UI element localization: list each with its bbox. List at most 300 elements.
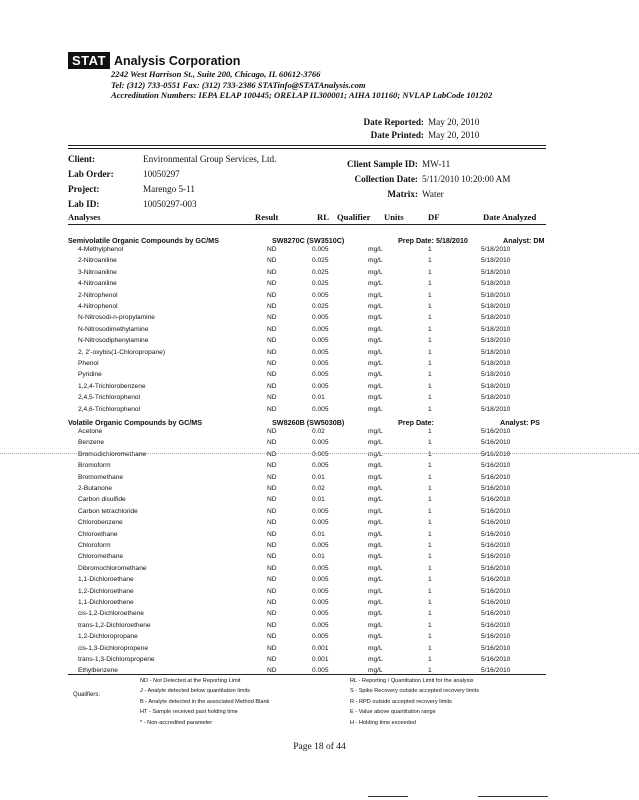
cell-unit: mg/L: [368, 576, 383, 584]
cell-df: 1: [428, 303, 432, 310]
legend-item: J - Analyte detected below quantitation limits: [140, 688, 251, 695]
cell-df: 1: [428, 507, 432, 515]
cell-date: 5/16/2010: [481, 507, 511, 515]
cell-rl: 0.01: [312, 473, 325, 481]
cell-rl: 0.001: [312, 644, 329, 652]
cell-unit: mg/L: [368, 587, 383, 595]
cell-df: 1: [428, 348, 432, 356]
cell-rl: 0.005: [312, 587, 329, 595]
cell-result: ND: [267, 656, 277, 663]
cell-df: 1: [428, 633, 432, 641]
cell-unit: mg/L: [368, 280, 383, 288]
table-row: [68, 360, 548, 372]
cell-unit: mg/L: [368, 303, 383, 310]
cell-result: ND: [267, 257, 277, 265]
cell-df: 1: [428, 564, 432, 572]
cell-rl: 0.01: [312, 553, 325, 561]
cell-result: ND: [267, 519, 277, 527]
cell-date: 5/16/2010: [481, 633, 511, 641]
cell-df: 1: [428, 599, 432, 606]
cell-name: 2,4,6-Trichlorophenol: [78, 405, 141, 413]
cell-rl: 0.025: [312, 280, 329, 288]
cell-result: ND: [267, 644, 277, 652]
section-analyst: Analyst: DM: [503, 236, 545, 245]
client-value: Environmental Group Services, Ltd.: [143, 154, 277, 164]
cell-result: ND: [267, 542, 277, 549]
cell-date: 5/18/2010: [481, 337, 511, 345]
date-reported: May 20, 2010: [428, 117, 480, 127]
cell-date: 5/18/2010: [481, 303, 511, 310]
cell-date: 5/16/2010: [481, 496, 511, 504]
cell-rl: 0.005: [312, 519, 329, 527]
cell-name: trans-1,3-Dichloropropene: [78, 656, 155, 663]
cell-name: Carbon disulfide: [78, 496, 126, 504]
cell-name: trans-1,2-Dichloroethene: [78, 621, 151, 629]
cell-unit: mg/L: [368, 314, 383, 322]
cell-name: 1,2-Dichloroethane: [78, 587, 134, 595]
table-row: [68, 508, 548, 520]
section-method: SW8270C (SW3510C): [272, 236, 345, 245]
cell-unit: mg/L: [368, 405, 383, 413]
cell-date: 5/16/2010: [481, 587, 511, 595]
cell-rl: 0.005: [312, 337, 329, 345]
cell-name: 1,1-Dichloroethene: [78, 599, 134, 606]
cell-rl: 0.005: [312, 360, 329, 367]
cell-result: ND: [267, 462, 277, 470]
table-row: [68, 474, 548, 486]
scan-mark: [478, 796, 548, 797]
sample-info-right: [246, 157, 510, 202]
cell-rl: 0.005: [312, 507, 329, 515]
cell-df: 1: [428, 360, 432, 367]
project-value: Marengo 5-11: [143, 184, 195, 194]
cell-name: Bromodichloromethane: [78, 450, 147, 458]
cell-df: 1: [428, 337, 432, 345]
legend-item: R - RPD outside accepted recovery limits: [350, 698, 452, 705]
cell-result: ND: [267, 576, 277, 584]
cell-rl: 0.025: [312, 268, 329, 276]
company-contact: Tel: (312) 733-0551 Fax: (312) 733-2386 STATinfo@STATAnalysis.com: [111, 79, 366, 90]
cell-date: 5/18/2010: [481, 268, 511, 276]
cell-name: Chlorobenzene: [78, 519, 123, 527]
client-sample-value: MW-11: [422, 159, 451, 169]
cell-unit: mg/L: [368, 360, 383, 367]
cell-result: ND: [267, 405, 277, 413]
cell-name: Bromoform: [78, 462, 111, 470]
table-row: [68, 326, 548, 338]
cell-result: ND: [267, 371, 277, 379]
cell-rl: 0.005: [312, 667, 329, 675]
cell-name: 2-Nitroaniline: [78, 257, 117, 265]
legend-item: ND - Not Detected at the Reporting Limit: [140, 678, 241, 684]
cell-name: Pyridine: [78, 371, 102, 379]
col-units: Units: [384, 212, 404, 222]
cell-rl: 0.005: [312, 382, 329, 390]
table-row: [68, 610, 548, 622]
divider: [68, 145, 546, 146]
cell-rl: 0.005: [312, 633, 329, 641]
table-row: [68, 531, 548, 543]
table-row: [68, 292, 548, 304]
cell-name: Chloroethane: [78, 530, 118, 538]
cell-rl: 0.01: [312, 394, 325, 402]
cell-rl: 0.005: [312, 621, 329, 629]
page-number: Page 18 of 44: [293, 742, 346, 752]
cell-df: 1: [428, 405, 432, 413]
cell-result: ND: [267, 610, 277, 618]
cell-rl: 0.005: [312, 462, 329, 470]
table-row: [68, 383, 548, 395]
cell-name: 1,2,4-Trichlorobenzene: [78, 382, 146, 390]
cell-result: ND: [267, 633, 277, 641]
cell-df: 1: [428, 462, 432, 470]
cell-df: 1: [428, 257, 432, 265]
cell-unit: mg/L: [368, 268, 383, 276]
cell-date: 5/16/2010: [481, 576, 511, 584]
lab-id-label: Lab ID:: [68, 199, 100, 209]
cell-df: 1: [428, 621, 432, 629]
cell-result: ND: [267, 280, 277, 288]
cell-name: Bromomethane: [78, 473, 124, 481]
cell-unit: mg/L: [368, 450, 383, 458]
cell-df: 1: [428, 246, 432, 253]
company-address: 2242 West Harrison St., Suite 200, Chicago, IL 60612-3766: [111, 69, 321, 79]
cell-df: 1: [428, 519, 432, 527]
cell-result: ND: [267, 530, 277, 538]
cell-df: 1: [428, 280, 432, 288]
table-row: [68, 428, 548, 440]
cell-df: 1: [428, 485, 432, 492]
cell-result: ND: [267, 485, 277, 492]
report-dates: [351, 116, 479, 142]
table-row: [68, 599, 548, 611]
cell-result: ND: [267, 667, 277, 675]
divider: [68, 224, 546, 225]
cell-unit: mg/L: [368, 553, 383, 561]
table-row: [68, 246, 548, 258]
date-printed: May 20, 2010: [428, 130, 480, 140]
legend-item: B - Analyte detected in the associated Method Blank: [140, 698, 270, 705]
cell-name: Dibromochloromethane: [78, 564, 147, 572]
cell-name: 4-Methylphenol: [78, 246, 124, 253]
section-method: SW8260B (SW5030B): [272, 418, 345, 427]
cell-date: 5/18/2010: [481, 291, 511, 299]
cell-rl: 0.005: [312, 610, 329, 618]
cell-df: 1: [428, 382, 432, 390]
cell-df: 1: [428, 667, 432, 675]
cell-date: 5/18/2010: [481, 360, 511, 367]
table-row: [68, 406, 548, 418]
cell-df: 1: [428, 587, 432, 595]
cell-name: 4-Nitrophenol: [78, 303, 118, 310]
cell-date: 5/16/2010: [481, 599, 511, 606]
cell-date: 5/16/2010: [481, 542, 511, 549]
cell-unit: mg/L: [368, 496, 383, 504]
table-row: [68, 371, 548, 383]
cell-unit: mg/L: [368, 610, 383, 618]
cell-result: ND: [267, 382, 277, 390]
cell-rl: 0.005: [312, 291, 329, 299]
cell-rl: 0.02: [312, 428, 325, 435]
cell-result: ND: [267, 337, 277, 345]
col-result: Result: [255, 212, 279, 222]
cell-rl: 0.005: [312, 325, 329, 333]
cell-name: N-Nitrosodiphenylamine: [78, 337, 149, 345]
table-row: [68, 622, 548, 634]
col-qualifier: Qualifier: [337, 212, 371, 222]
cell-date: 5/16/2010: [481, 519, 511, 527]
qualifiers-label: Qualifiers:: [73, 692, 101, 698]
cell-unit: mg/L: [368, 519, 383, 527]
table-row: [68, 553, 548, 565]
cell-unit: mg/L: [368, 382, 383, 390]
cell-unit: mg/L: [368, 644, 383, 652]
cell-unit: mg/L: [368, 257, 383, 265]
cell-result: ND: [267, 394, 277, 402]
cell-date: 5/16/2010: [481, 485, 511, 492]
cell-df: 1: [428, 473, 432, 481]
cell-result: ND: [267, 428, 277, 435]
cell-unit: mg/L: [368, 337, 383, 345]
client-label: Client:: [68, 154, 96, 164]
cell-unit: mg/L: [368, 485, 383, 492]
table-row: [68, 576, 548, 588]
cell-rl: 0.005: [312, 564, 329, 572]
cell-date: 5/16/2010: [481, 621, 511, 629]
cell-rl: 0.005: [312, 405, 329, 413]
cell-result: ND: [267, 314, 277, 322]
table-row: [68, 633, 548, 645]
legend-right: [350, 676, 570, 728]
cell-date: 5/16/2010: [481, 564, 511, 572]
cell-name: 2-Butanone: [78, 485, 113, 492]
section-prep-date: Prep Date:: [398, 418, 434, 427]
table-row: [68, 349, 548, 361]
cell-name: Carbon tetrachloride: [78, 507, 138, 515]
cell-unit: mg/L: [368, 348, 383, 356]
cell-name: 3-Nitroaniline: [78, 268, 117, 276]
company-logo: STAT: [68, 52, 110, 69]
table-row: [68, 280, 548, 292]
cell-df: 1: [428, 576, 432, 584]
cell-rl: 0.025: [312, 303, 329, 310]
legend-item: H - Holding time exceeded: [350, 719, 416, 726]
project-label: Project:: [68, 184, 100, 194]
matrix-label: Matrix:: [387, 189, 418, 199]
cell-name: Phenol: [78, 360, 99, 367]
cell-result: ND: [267, 268, 277, 276]
legend-item: * - Non-accredited parameter: [140, 719, 213, 726]
table-row: [68, 645, 548, 657]
legend-item: E - Value above quantitation range: [350, 709, 436, 716]
cell-unit: mg/L: [368, 542, 383, 549]
cell-result: ND: [267, 587, 277, 595]
cell-unit: mg/L: [368, 633, 383, 641]
cell-unit: mg/L: [368, 325, 383, 333]
cell-rl: 0.01: [312, 496, 325, 504]
cell-df: 1: [428, 394, 432, 402]
col-analyses: Analyses: [68, 212, 101, 222]
company-name: Analysis Corporation: [114, 53, 241, 68]
cell-df: 1: [428, 428, 432, 435]
section-prep-date: Prep Date: 5/18/2010: [398, 236, 468, 245]
cell-date: 5/16/2010: [481, 439, 511, 447]
cell-date: 5/16/2010: [481, 644, 511, 652]
cell-df: 1: [428, 644, 432, 652]
cell-df: 1: [428, 439, 432, 447]
cell-date: 5/18/2010: [481, 314, 511, 322]
cell-unit: mg/L: [368, 371, 383, 379]
cell-result: ND: [267, 291, 277, 299]
table-row: [68, 588, 548, 600]
cell-result: ND: [267, 496, 277, 504]
cell-name: 1,1-Dichloroethane: [78, 576, 134, 584]
cell-result: ND: [267, 599, 277, 606]
cell-name: Benzene: [78, 439, 105, 447]
table-row: [68, 496, 548, 508]
cell-result: ND: [267, 564, 277, 572]
cell-date: 5/18/2010: [481, 394, 511, 402]
cell-rl: 0.005: [312, 246, 329, 253]
cell-name: cis-1,2-Dichloroethene: [78, 610, 144, 618]
cell-result: ND: [267, 553, 277, 561]
cell-date: 5/16/2010: [481, 428, 511, 435]
cell-df: 1: [428, 314, 432, 322]
cell-df: 1: [428, 291, 432, 299]
scan-mark: [368, 796, 408, 797]
cell-rl: 0.005: [312, 348, 329, 356]
cell-df: 1: [428, 542, 432, 549]
legend-item: RL - Reporting / Quantitation Limit for the analysis: [350, 678, 474, 684]
cell-df: 1: [428, 496, 432, 504]
cell-rl: 0.005: [312, 542, 329, 549]
cell-date: 5/16/2010: [481, 530, 511, 538]
cell-rl: 0.01: [312, 530, 325, 538]
cell-unit: mg/L: [368, 462, 383, 470]
cell-date: 5/16/2010: [481, 473, 511, 481]
cell-unit: mg/L: [368, 507, 383, 515]
scan-artifact-line: [0, 453, 639, 454]
date-reported-label: Date Reported:: [363, 117, 424, 127]
cell-date: 5/18/2010: [481, 257, 511, 265]
table-row: [68, 337, 548, 349]
cell-df: 1: [428, 450, 432, 458]
legend-item: S - Spike Recovery outside accepted recovery limits: [350, 688, 480, 695]
cell-name: 2,4,5-Trichlorophenol: [78, 394, 141, 402]
cell-result: ND: [267, 473, 277, 481]
cell-name: 1,2-Dichloropropane: [78, 633, 138, 641]
cell-date: 5/16/2010: [481, 656, 511, 663]
lab-order-value: 10050297: [143, 169, 180, 179]
cell-rl: 0.02: [312, 485, 325, 492]
section-analyst: Analyst: PS: [500, 418, 540, 427]
cell-name: Chloroform: [78, 542, 111, 549]
table-row: [68, 542, 548, 554]
cell-rl: 0.025: [312, 257, 329, 265]
cell-unit: mg/L: [368, 564, 383, 572]
cell-unit: mg/L: [368, 621, 383, 629]
cell-name: 2, 2'-oxybis(1-Chloropropane): [78, 348, 166, 356]
cell-unit: mg/L: [368, 656, 383, 663]
divider: [68, 674, 546, 675]
cell-result: ND: [267, 360, 277, 367]
cell-result: ND: [267, 325, 277, 333]
cell-df: 1: [428, 530, 432, 538]
cell-name: Acetone: [78, 428, 103, 435]
col-date-analyzed: Date Analyzed: [483, 212, 537, 222]
date-printed-label: Date Printed:: [370, 130, 424, 140]
cell-result: ND: [267, 348, 277, 356]
cell-date: 5/18/2010: [481, 280, 511, 288]
cell-name: 4-Nitroaniline: [78, 280, 117, 288]
cell-result: ND: [267, 439, 277, 447]
matrix-value: Water: [422, 189, 444, 199]
section-title: Semivolatile Organic Compounds by GC/MS: [68, 236, 219, 245]
cell-unit: mg/L: [368, 394, 383, 402]
cell-date: 5/18/2010: [481, 325, 511, 333]
table-row: [68, 462, 548, 474]
table-row: [68, 439, 548, 451]
client-sample-label: Client Sample ID:: [347, 159, 418, 169]
cell-unit: mg/L: [368, 473, 383, 481]
legend-item: HT - Sample received past holding time: [140, 709, 238, 716]
cell-rl: 0.001: [312, 656, 329, 663]
cell-unit: mg/L: [368, 246, 383, 253]
cell-date: 5/16/2010: [481, 667, 511, 675]
cell-result: ND: [267, 621, 277, 629]
cell-df: 1: [428, 610, 432, 618]
collection-date-value: 5/11/2010 10:20:00 AM: [422, 174, 511, 184]
cell-name: N-Nitrosodi-n-propylamine: [78, 314, 155, 322]
cell-result: ND: [267, 303, 277, 310]
lab-id-value: 10050297-003: [143, 199, 197, 209]
cell-rl: 0.005: [312, 599, 329, 606]
table-row: [68, 314, 548, 326]
table-row: [68, 303, 548, 315]
col-df: DF: [428, 212, 440, 222]
divider: [68, 148, 546, 149]
cell-name: 2-Nitrophenol: [78, 291, 118, 299]
cell-date: 5/18/2010: [481, 382, 511, 390]
cell-date: 5/18/2010: [481, 246, 511, 253]
cell-rl: 0.005: [312, 576, 329, 584]
cell-name: cis-1,3-Dichloropropene: [78, 644, 149, 652]
letterhead: [68, 52, 588, 101]
col-rl: RL: [317, 212, 329, 222]
table-row: [68, 485, 548, 497]
cell-df: 1: [428, 268, 432, 276]
table-row: [68, 394, 548, 406]
cell-unit: mg/L: [368, 530, 383, 538]
cell-date: 5/18/2010: [481, 405, 511, 413]
cell-date: 5/18/2010: [481, 348, 511, 356]
cell-result: ND: [267, 246, 277, 253]
collection-date-label: Collection Date:: [354, 174, 418, 184]
cell-unit: mg/L: [368, 439, 383, 447]
cell-unit: mg/L: [368, 599, 383, 606]
table-row: [68, 257, 548, 269]
cell-result: ND: [267, 507, 277, 515]
table-row: [68, 269, 548, 281]
table-row: [68, 565, 548, 577]
cell-date: 5/18/2010: [481, 371, 511, 379]
legend-left: [140, 676, 330, 728]
company-accreditation: Accreditation Numbers: IEPA ELAP 100445; ORELAP IL300001; AIHA 101160; NVLAP LabCode 101202: [111, 90, 493, 101]
table-row: [68, 656, 548, 668]
cell-date: 5/16/2010: [481, 553, 511, 561]
cell-rl: 0.005: [312, 450, 329, 458]
cell-unit: mg/L: [368, 291, 383, 299]
